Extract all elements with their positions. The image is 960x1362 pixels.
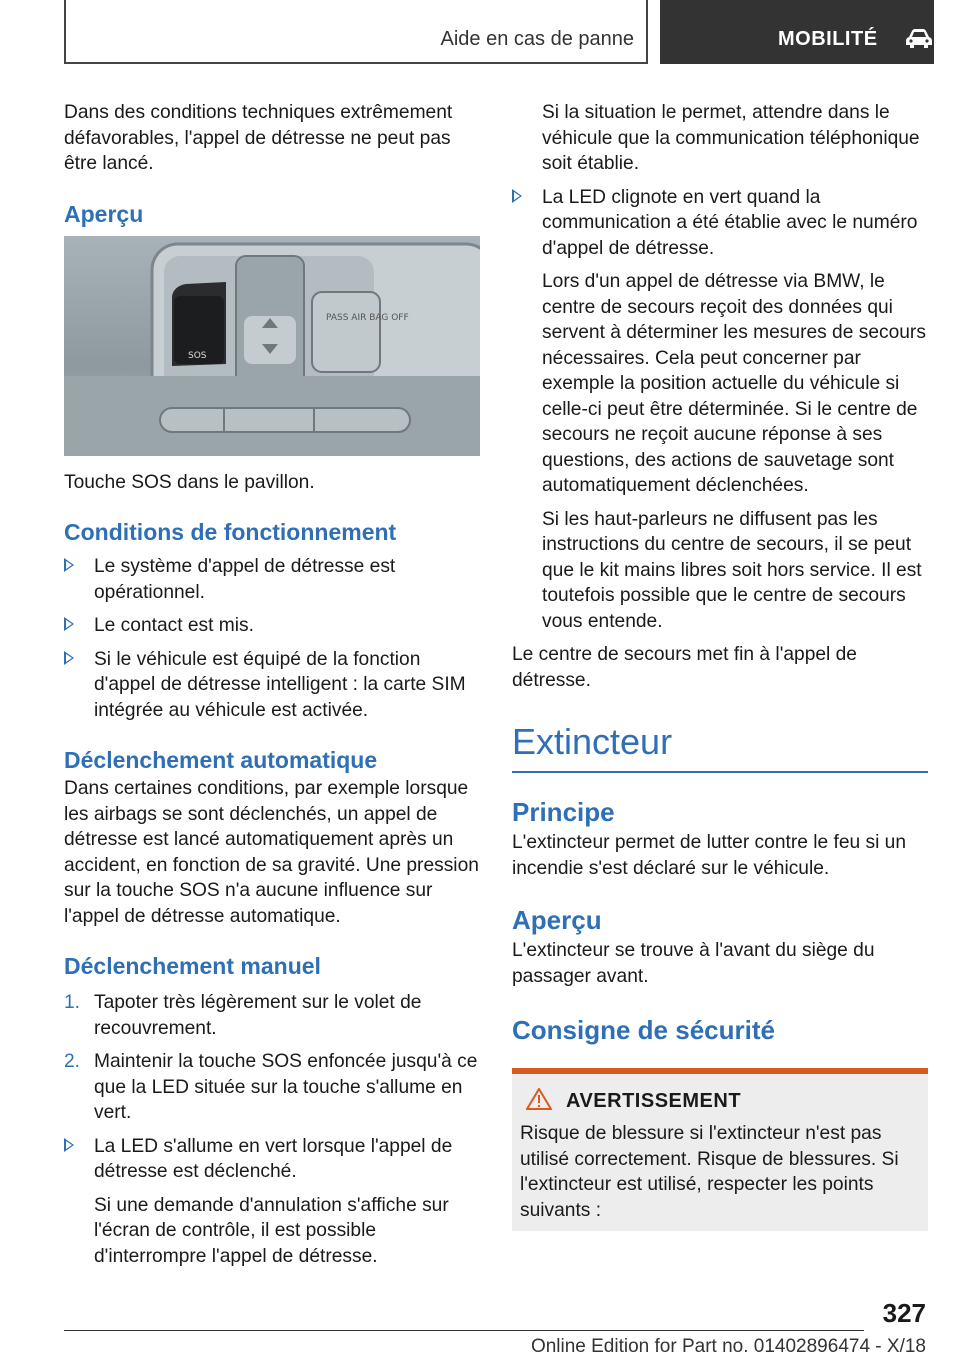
principe-text: L'extincteur permet de lutter contre le feu si un incendie s'est déclaré sur le véhicule. — [512, 832, 907, 879]
extincteur-heading: Extincteur — [512, 721, 928, 773]
list-item: Le contact est mis. — [64, 613, 480, 639]
edition-text: Online Edition for Part no. 01402896474 - X/18 — [530, 1336, 926, 1357]
figure-caption: Touche SOS dans le pavillon. — [64, 471, 315, 493]
sos-button-figure — [64, 236, 480, 456]
principe-heading: Principe — [512, 797, 615, 827]
list-item: 2. Maintenir la touche SOS enfoncée jusqu'à ce que la LED située sur la touche s'allume en vert. — [64, 1051, 478, 1123]
bullet-arrow-icon — [512, 189, 522, 203]
section-title: Aide en cas de panne — [440, 28, 634, 50]
bullet-arrow-icon — [64, 617, 74, 631]
bullet-arrow-icon — [64, 558, 74, 572]
warning-triangle-icon — [526, 1088, 552, 1115]
manual-heading: Déclenchement manuel — [64, 953, 321, 979]
warning-title: AVERTISSEMENT — [566, 1090, 742, 1112]
chapter-tab — [660, 0, 934, 64]
list-item: La LED clignote en vert quand la communication a été établie avec le numéro d'appel de détresse. — [512, 185, 928, 262]
page-number: 327 — [882, 1298, 926, 1328]
bullet-arrow-icon — [64, 1138, 74, 1152]
speaker-info: Si les haut-parleurs ne diffusent pas les instructions du centre de secours, il se peut que le kit mains libres soit hors service. Il est toutefois possible que le centre de secours vous entende. — [542, 508, 922, 632]
manual-bullets — [64, 1134, 480, 1185]
manual-steps — [64, 990, 480, 1126]
apercu-heading: Aperçu — [64, 200, 144, 227]
warning-box — [512, 1068, 928, 1231]
apercu2-heading: Aperçu — [512, 905, 602, 935]
intro-text: Dans des conditions techniques extrêmement défavorables, l'appel de détresse ne peut pas être lancé. — [64, 102, 453, 174]
running-header — [64, 0, 648, 64]
warning-text: Risque de blessure si l'extincteur n'est pas utilisé correctement. Risque de blessures. Si l'extincteur est utilisé, respecter les points suivants : — [520, 1123, 899, 1221]
list-item: Le système d'appel de détresse est opérationnel. — [64, 554, 480, 605]
list-item: 1. Tapoter très légèrement sur le volet de recouvrement. — [64, 992, 422, 1039]
list-item: La LED s'allume en vert lorsque l'appel de détresse est déclenché. — [64, 1134, 480, 1185]
right-column — [512, 100, 928, 1231]
led-list — [512, 185, 928, 262]
wait-text: Si la situation le permet, attendre dans le véhicule que la communication téléphonique soit établie. — [542, 102, 920, 174]
footer-divider — [64, 1330, 864, 1331]
airbag-button-label: PASS AIR BAG OFF — [326, 312, 409, 323]
conditions-heading: Conditions de fonctionnement — [64, 519, 397, 545]
car-icon — [904, 28, 934, 55]
list-item: Si le véhicule est équipé de la fonction d'appel de détresse intelligent : la carte SIM intégrée au véhicule est activée. — [64, 647, 480, 724]
bullet-arrow-icon — [64, 651, 74, 665]
left-column — [64, 100, 480, 1277]
sos-button-label: SOS — [188, 350, 207, 361]
auto-heading: Déclenchement automatique — [64, 747, 378, 773]
chapter-label: MOBILITÉ — [778, 28, 878, 50]
cancel-info: Si une demande d'annulation s'affiche sur l'écran de contrôle, il est possible d'interrompre l'appel de détresse. — [94, 1194, 449, 1267]
end-text: Le centre de secours met fin à l'appel de détresse. — [512, 644, 857, 691]
auto-text: Dans certaines conditions, par exemple lorsque les airbags se sont déclenchés, un appel de détresse est lancé automatiquement après un accident, en fonction de sa gravité. Une pression sur la touche SOS n'a aucune influence sur l'appel de détresse automatique. — [64, 778, 479, 927]
conditions-list — [64, 554, 480, 723]
data-info: Lors d'un appel de détresse via BMW, le centre de secours reçoit des données qui servent à déterminer les mesures de secours nécessaires. Cela peut concerner par exemple la position actuelle du véhicule si celle-ci peut être déterminée. Si le centre de secours ne reçoit aucune réponse à ses questions, des actions de sauvetage sont automatiquement déclenchées. — [542, 271, 926, 496]
apercu-text: L'extincteur se trouve à l'avant du siège du passager avant. — [512, 940, 875, 987]
safety-heading: Consigne de sécurité — [512, 1015, 775, 1045]
